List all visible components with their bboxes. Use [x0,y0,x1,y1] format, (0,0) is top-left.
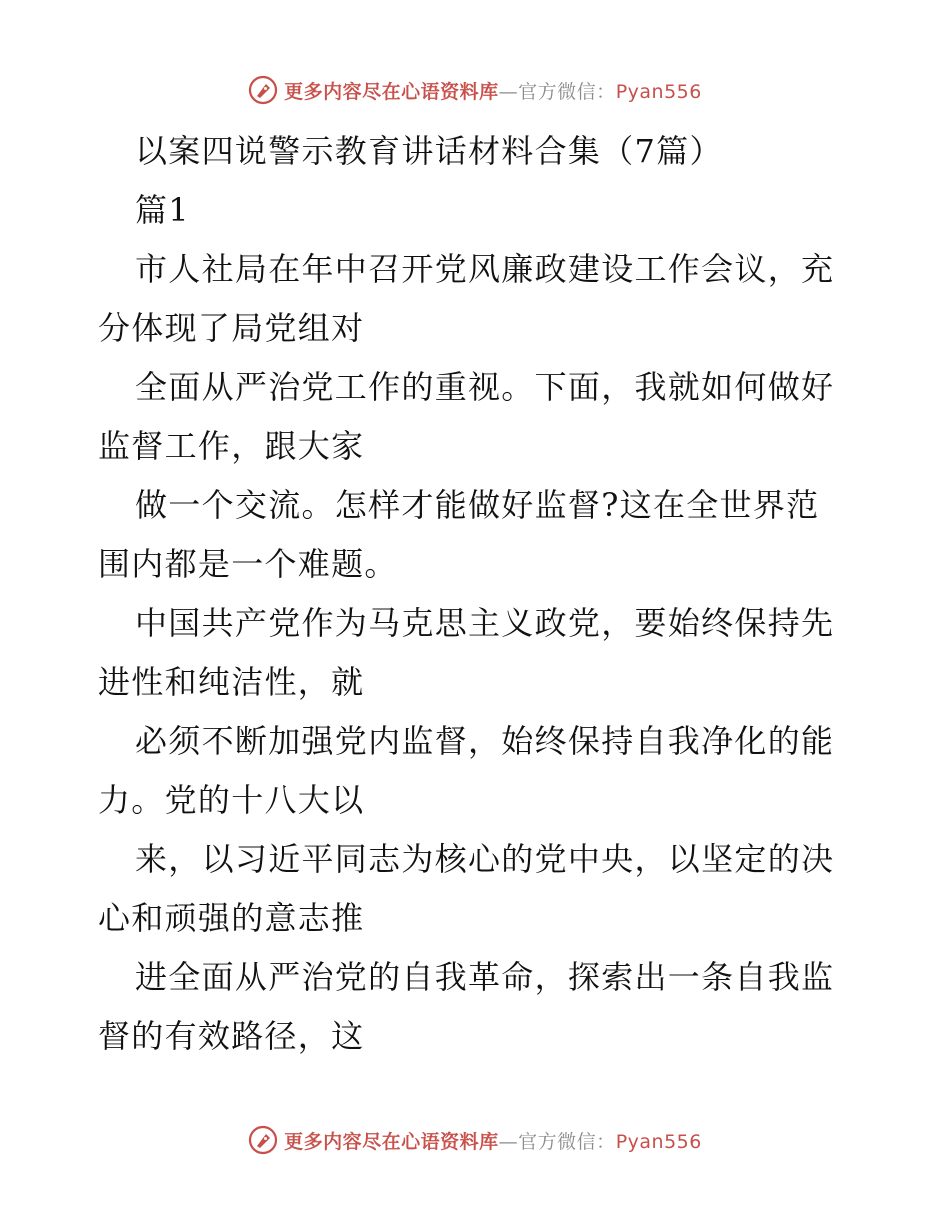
paragraph-line: 分体现了局党组对 [98,309,365,347]
document-title: 以案四说警示教育讲话材料合集（7篇） [135,132,723,170]
banner-text [284,77,702,104]
paragraph-line: 中国共产党作为马克思主义政党，要始终保持先 [135,604,835,642]
paragraph-line: 市人社局在年中召开党风廉政建设工作会议，充 [135,250,835,288]
document-body [98,122,858,1066]
pen-nib-logo-icon [248,75,278,105]
paragraph-line: 心和顽强的意志推 [98,899,365,937]
promo-text: 更多内容尽在心语资料库 [284,1130,499,1153]
banner-text [284,1127,702,1154]
paragraph-line: 围内都是一个难题。 [98,545,398,583]
header-banner [0,70,950,110]
paragraph-line: 力。党的十八大以 [98,781,365,819]
footer-banner [0,1120,950,1160]
paragraph-line: 进性和纯洁性，就 [98,663,365,701]
banner-separator: — [498,1130,519,1153]
banner-separator: — [498,80,519,103]
wechat-account: Pyan556 [615,80,702,103]
promo-text: 更多内容尽在心语资料库 [284,80,499,103]
wechat-label: 官方微信： [518,80,616,103]
wechat-account: Pyan556 [615,1130,702,1153]
paragraph-line: 督的有效路径，这 [98,1017,365,1055]
paragraph-line: 监督工作，跟大家 [98,427,365,465]
paragraph-line: 来，以习近平同志为核心的党中央，以坚定的决 [135,840,835,878]
section-heading: 篇1 [135,191,190,229]
paragraph-line: 进全面从严治党的自我革命，探索出一条自我监 [135,958,835,996]
paragraph-line: 必须不断加强党内监督，始终保持自我净化的能 [135,722,835,760]
pen-nib-logo-icon [248,1125,278,1155]
paragraph-line: 做一个交流。怎样才能做好监督?这在全世界范 [135,486,820,524]
paragraph-line: 全面从严治党工作的重视。下面，我就如何做好 [135,368,835,406]
wechat-label: 官方微信： [518,1130,616,1153]
